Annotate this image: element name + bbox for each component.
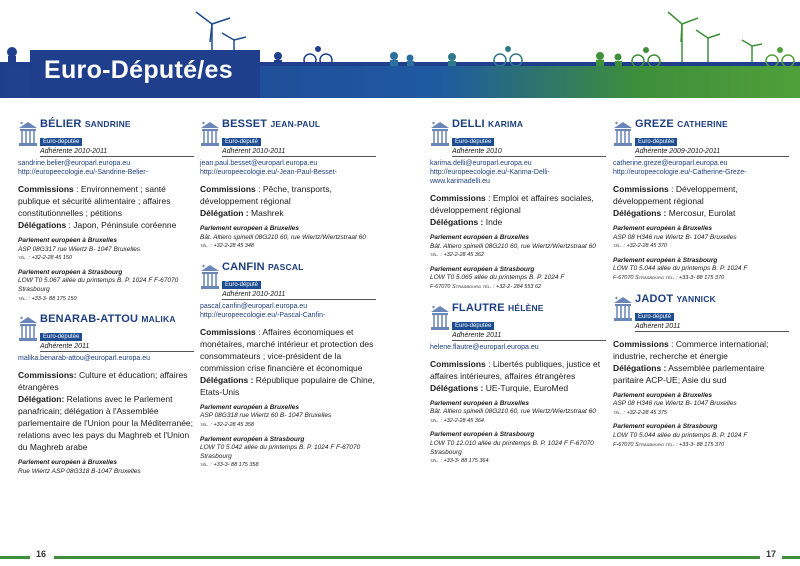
parliament-pillar-icon (430, 120, 450, 148)
commissions-label: Commissions (200, 326, 256, 337)
delegations-label: Délégations (18, 220, 67, 230)
address-block (18, 269, 194, 303)
commissions-label: Commissions (430, 358, 486, 369)
phone-number: tél. : +32-2-28 45 364 (430, 417, 484, 424)
member-entry (18, 118, 194, 303)
parliament-pillar-icon (18, 120, 38, 148)
membership-years: Adhérente 2010-2011 (40, 148, 194, 157)
member-surname: FLAUTRE (452, 301, 505, 314)
parliament-pillar-icon (613, 295, 633, 323)
commissions-text (430, 192, 606, 216)
role-badge: Euro-députée (452, 322, 494, 330)
address-block (18, 459, 194, 476)
commissions-text (200, 183, 376, 207)
commissions-value: : Commerce international; industrie, recherche et énergie (613, 338, 769, 361)
delegations-text (613, 207, 789, 219)
website-link[interactable]: http://europeecologie.eu/-Jean-Paul-Besset- (200, 169, 337, 176)
svg-text:*: * (615, 121, 618, 128)
membership-years: Adhérente 2010 (452, 148, 606, 157)
delegations-label: Délégations : (200, 374, 254, 385)
delegations-value: Assemblée parlementaire paritaire ACP-UE; Asie du sud (613, 362, 765, 385)
member-name (222, 118, 376, 130)
delegations-text (613, 362, 789, 386)
page-gutter (399, 108, 400, 538)
member-name (452, 302, 606, 314)
svg-text:*: * (20, 316, 23, 324)
website-link[interactable]: http://europeecologie.eu/-Karima-Delli- www.karimadelli.eu (430, 169, 550, 185)
delegations-value: UE-Turquie, EuroMed (483, 382, 569, 393)
parliament-pillar-icon (200, 263, 220, 291)
email-link[interactable]: karima.delli@europarl.europa.eu (430, 160, 532, 167)
commissions-text (200, 326, 376, 374)
parliament-pillar-icon (200, 120, 220, 148)
phone-number: tél. : +32-2-28 45 348 (200, 243, 254, 250)
phone-number: tél. : +32-2-28 45 150 (18, 255, 72, 262)
footer-right (400, 548, 800, 566)
address-block (430, 431, 606, 465)
member-name (635, 118, 789, 130)
address-line: ASP 08G318 rue Wiertz 60 B- 1047 Bruxelles (200, 412, 332, 420)
address-line: LOW T0 12.010 allée du printemps B. P. 1024 F F-67070 Strasbourg (430, 439, 594, 456)
commissions-label: Commissions (18, 184, 74, 194)
address-title: Parlement européen à Bruxelles (18, 237, 117, 244)
delegations-text (430, 216, 606, 228)
commissions-label: Commissions (613, 184, 669, 194)
address-block (613, 257, 789, 283)
entry-header (18, 313, 194, 352)
email-link[interactable]: sandrine.belier@europarl.europa.eu (18, 160, 131, 167)
entry-header (613, 118, 789, 157)
member-surname: BESSET (222, 118, 268, 130)
address-block (430, 266, 606, 292)
address-line: Bât. Altiero spinelli 08G210 60, rue Wiertz/Wiertzstraat 60 (430, 242, 596, 250)
page-number-right: 17 (766, 549, 777, 559)
commissions-text (18, 369, 194, 393)
commissions-label: Commissions (430, 193, 486, 203)
address-title: Parlement européen à Strasbourg (613, 256, 718, 264)
address-block (200, 404, 376, 430)
member-name (40, 313, 194, 325)
footer-bar (400, 556, 760, 559)
address-title: Parlement européen à Bruxelles (430, 234, 529, 241)
email-link[interactable]: pascal.canfin@europarl.europa.eu (200, 302, 308, 310)
member-firstname: PASCAL (268, 261, 304, 272)
address-line: ASP 08G317 rue Wiertz B- 1047 Bruxelles (18, 245, 141, 253)
column-2 (200, 118, 376, 476)
member-name (635, 293, 789, 305)
member-name (222, 261, 376, 273)
membership-years: Adhérente 2009-2010-2011 (635, 148, 789, 157)
address-line: ASP 08 H346 rue Wiertz B- 1047 Bruxelles (613, 400, 737, 408)
address-title: Parlement européen à Bruxelles (18, 459, 117, 467)
commissions-value: : Affaires économiques et monétaires, marché intérieur et protection des consommateurs ; vice-président de la commission crise financière et économique (200, 326, 374, 373)
member-surname: BENARAB-ATTOU (40, 313, 139, 326)
address-block (613, 423, 789, 449)
email-link[interactable]: malika.benarab-attou@europarl.europa.eu (18, 355, 151, 363)
address-block (430, 400, 606, 426)
address-line: LOW T0 5.065 allée du printemps B. P. 1024 F (430, 274, 565, 282)
delegations-text (200, 207, 376, 219)
commissions-value: : Développement, développement régional (613, 184, 738, 206)
member-firstname: CATHERINE (677, 119, 728, 129)
email-link[interactable]: catherine.greze@europarl.europa.eu (613, 160, 728, 167)
address-block (18, 237, 194, 263)
website-link[interactable]: http://europeecologie.eu/-Sandrine-Belier- (18, 169, 148, 176)
role-badge: Euro-députée (452, 138, 494, 146)
commissions-text (613, 183, 789, 207)
member-firstname: JEAN-PAUL (270, 119, 321, 129)
delegations-text (18, 219, 194, 231)
email-link[interactable]: helene.flautre@europarl.europa.eu (430, 343, 539, 351)
delegations-value: Mashrek (248, 208, 284, 218)
column-4 (613, 118, 789, 455)
address-title: Parlement européen à Strasbourg (430, 265, 535, 273)
delegations-text (200, 374, 376, 398)
svg-text:*: * (202, 263, 205, 271)
member-firstname: KARIMA (488, 119, 524, 129)
commissions-value: : Pêche, transports, développement régional (200, 184, 332, 206)
commissions-value: Culture et éducation; affaires étrangères (18, 370, 188, 393)
member-name (452, 118, 606, 130)
member-entry (613, 293, 789, 450)
member-entry (200, 118, 376, 251)
address-title: Parlement européen à Bruxelles (430, 399, 529, 407)
column-3 (430, 118, 606, 472)
parliament-pillar-icon (430, 304, 450, 332)
delegations-value: République populaire de Chine, Etats-Unis (200, 374, 375, 397)
entry-header (430, 118, 606, 157)
address-title: Parlement européen à Strasbourg (613, 423, 718, 431)
phone-number: tél. : +32-2-28 45 370 (613, 243, 667, 250)
commissions-label: Commissions (613, 338, 669, 349)
member-firstname: MALIKA (141, 314, 176, 325)
address-title: Parlement européen à Strasbourg (200, 435, 305, 443)
delegations-label: Délégation : (200, 208, 249, 218)
delegations-label: Délégation: (18, 394, 65, 405)
phone-number: tél. : +33-3- 88 175 358 (200, 462, 259, 469)
page-number-left: 16 (36, 549, 47, 559)
address-block (613, 392, 789, 418)
svg-text:*: * (615, 295, 618, 303)
address-title: Parlement européen à Bruxelles (200, 403, 299, 411)
member-surname: GREZE (635, 118, 674, 130)
svg-text:*: * (20, 121, 23, 128)
website-link[interactable]: http://europeecologie.eu/-Catherine-Greze- (613, 169, 747, 176)
commissions-text (430, 358, 606, 382)
membership-years: Adhérente 2011 (452, 332, 606, 341)
entry-header (200, 261, 376, 300)
delegations-label: Délégations : (430, 382, 484, 393)
commissions-label: Commissions (200, 184, 256, 194)
email-link[interactable]: jean.paul.besset@europarl.europa.eu (200, 160, 318, 167)
website-link[interactable]: http://europeecologie.eu/-Pascal-Canfin- (200, 311, 326, 319)
membership-years: Adhérente 2011 (40, 343, 194, 352)
parliament-pillar-icon (18, 315, 38, 343)
page-title: Euro-Député/es (44, 56, 233, 84)
delegations-value: Relations avec le Parlement panafricain; délégation à l'Assemblée parlementaire de l'Union pour la Méditerranée; relations avec les pays du Maghreb et l'Union du Maghreb arabe (18, 394, 194, 453)
phone-number: tél. : +32-2-28 45 362 (430, 252, 484, 259)
svg-text:*: * (202, 121, 205, 128)
delegations-value: : Japon, Péninsule coréenne (66, 220, 177, 230)
entry-header (613, 293, 789, 332)
commissions-value: : Emploi et affaires sociales, développement régional (430, 193, 594, 215)
commissions-text (613, 338, 789, 362)
entry-header (18, 118, 194, 157)
phone-number: tél. : +33-3- 88 175 150 (18, 295, 77, 302)
phone-number: F-67070 Strasbourg tél. : +33-3- 88 175 370 (613, 441, 725, 448)
entry-header (200, 118, 376, 157)
member-name (40, 118, 194, 130)
role-badge: Euro-député (635, 313, 674, 321)
phone-number: F-67070 Strasbourg tél. : +33-3- 88 175 370 (613, 274, 725, 281)
footer-bar (54, 556, 400, 559)
address-line: Bât. Altiero spinelli 08G210 60, rue Wiertz/Wiertzstraat 60 (200, 233, 366, 241)
address-line: LOW T0 5.067 allée du printemps B. P. 1024 F F-67070 Strasbourg (18, 277, 179, 293)
address-title: Parlement européen à Bruxelles (613, 225, 712, 232)
phone-number: tél. : +33-3- 88 175 364 (430, 458, 489, 465)
delegations-value: Inde (483, 217, 503, 227)
phone-number: tél. : +32-2-28 45 375 (613, 409, 667, 416)
address-block (200, 436, 376, 470)
footer-bar (0, 556, 30, 559)
address-line: LOW T0 5.044 allée du printemps B. P. 1024 F (613, 431, 748, 439)
membership-years: Adhérent 2011 (635, 323, 789, 332)
role-badge: Euro-députée (40, 333, 82, 341)
commissions-value: : Libertés publiques, justice et affaires intérieures, affaires étrangères (430, 358, 601, 381)
delegations-text (430, 382, 606, 394)
address-line: ASP 08 H346 rue Wiertz B- 1047 Bruxelles (613, 233, 737, 241)
address-title: Parlement européen à Strasbourg (18, 268, 123, 276)
delegations-label: Délégations : (613, 208, 667, 218)
member-entry (430, 302, 606, 466)
member-surname: DELLI (452, 118, 485, 130)
phone-number: F-67070 Strasbourg tél. : +32-2- 284 553 62 (430, 283, 542, 290)
member-firstname: YANNICK (676, 293, 716, 304)
member-entry (430, 118, 606, 292)
membership-years: Adhérent 2010-2011 (222, 148, 376, 157)
svg-text:*: * (432, 304, 435, 312)
footer-bar (782, 556, 800, 559)
membership-years: Adhérent 2010-2011 (222, 291, 376, 300)
member-surname: JADOT (635, 292, 674, 305)
role-badge: Euro-député (222, 138, 261, 146)
member-entry (613, 118, 789, 283)
member-surname: BÉLIER (40, 118, 82, 130)
role-badge: Euro-députée (40, 138, 82, 146)
commissions-text (18, 183, 194, 219)
address-line: Bât. Altiero spinelli 08G210 60, rue Wiertz/Wiertzstraat 60 (430, 408, 596, 416)
delegations-label: Délégations : (613, 362, 667, 373)
svg-text:*: * (432, 121, 435, 128)
address-line: LOW T0 5.042 allée du printemps B. P. 1024 F F-67070 Strasbourg (200, 444, 361, 460)
address-line: Rue Wiertz ASP 08G318 B-1047 Bruxelles (18, 467, 141, 475)
column-1 (18, 118, 194, 482)
delegations-text (18, 393, 194, 453)
delegations-label: Délégations : (430, 217, 484, 227)
member-surname: CANFIN (222, 260, 265, 273)
member-firstname: SANDRINE (84, 119, 131, 129)
header-banner (0, 0, 800, 98)
delegations-value: Mercosur, Eurolat (666, 208, 736, 218)
phone-number: tél. : +32-2-28 45 358 (200, 421, 254, 428)
address-title: Parlement européen à Bruxelles (200, 225, 299, 232)
footer-left (0, 548, 400, 566)
commissions-label: Commissions: (18, 370, 77, 381)
parliament-pillar-icon (613, 120, 633, 148)
address-block (200, 225, 376, 251)
address-line: LOW T0 5.044 allée du printemps B. P. 1024 F (613, 265, 748, 273)
entry-header (430, 302, 606, 341)
role-badge: Euro-députée (635, 138, 677, 146)
member-entry (200, 261, 376, 470)
address-block (430, 234, 606, 260)
address-title: Parlement européen à Strasbourg (430, 431, 535, 439)
commissions-value: : Environnement ; santé publique et sécurité alimentaire ; affaires constitutionnelles ; pétitions (18, 184, 171, 218)
role-badge: Euro-député (222, 281, 261, 289)
member-entry (18, 313, 194, 476)
address-title: Parlement européen à Bruxelles (613, 391, 712, 399)
address-block (613, 225, 789, 251)
member-firstname: HÉLÈNE (508, 302, 544, 313)
